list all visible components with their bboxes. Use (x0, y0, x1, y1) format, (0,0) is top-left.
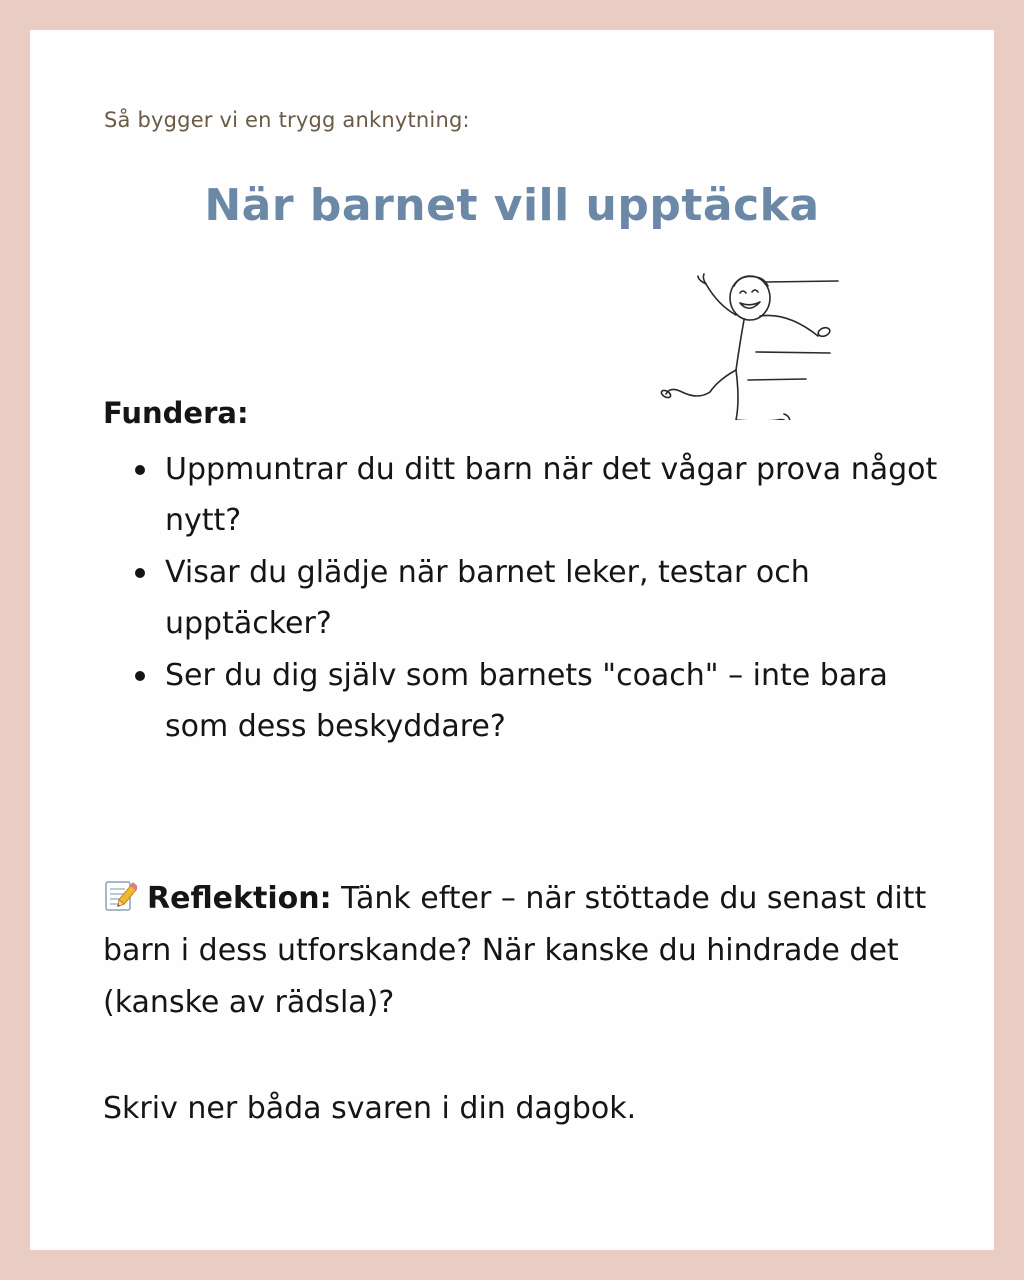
list-item (103, 547, 953, 649)
page-title: När barnet vill upptäcka (204, 180, 820, 231)
bullet-icon (135, 671, 145, 681)
list-item (103, 650, 953, 752)
list-item (103, 444, 953, 546)
reflektion-paragraph (103, 873, 963, 1029)
reflektion-text: Tänk efter – när stöttade du senast ditt barn i dess utforskande? När kanske du hindrade det (kanske av rädsla)? (103, 881, 927, 1020)
list-item-text: Ser du dig själv som barnets "coach" – inte bara som dess beskyddare? (165, 658, 888, 744)
fundera-heading: Fundera: (103, 396, 249, 430)
eyebrow-text: Så bygger vi en trygg anknytning: (104, 108, 470, 132)
memo-icon (103, 879, 137, 913)
list-item-text: Uppmuntrar du ditt barn när det vågar prova något nytt? (165, 452, 938, 538)
closing-text: Skriv ner båda svaren i din dagbok. (103, 1091, 637, 1126)
reflektion-label: Reflektion: (147, 881, 332, 916)
content-card (30, 30, 994, 1250)
bullet-icon (135, 568, 145, 578)
list-item-text: Visar du glädje när barnet leker, testar och upptäcker? (165, 555, 810, 641)
bullet-icon (135, 465, 145, 475)
fundera-list (103, 444, 953, 753)
running-stick-figure-icon (628, 270, 848, 420)
